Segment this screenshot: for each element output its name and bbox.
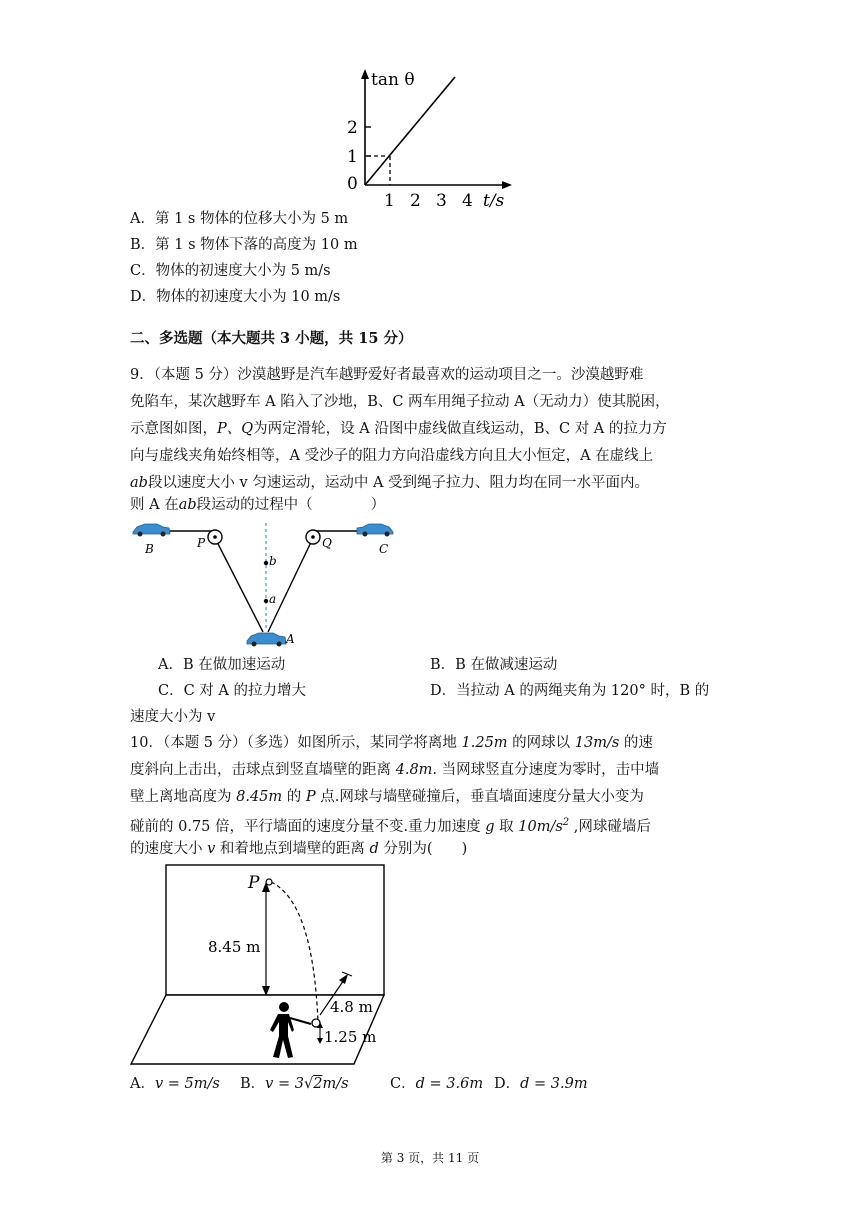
q10-option-d: D．d = 3.9m bbox=[494, 1076, 588, 1092]
q9-option-a: A．B 在做加速运动 bbox=[158, 657, 286, 673]
q9-line-2: 免陷车，某次越野车 A 陷入了沙地，B、C 两车用绳子拉动 A（无动力）使其脱困， bbox=[130, 394, 670, 410]
q9-option-b: B．B 在做减速运动 bbox=[430, 657, 558, 673]
q10-line-2: 度斜向上击出，击球点到竖直墙壁的距离 4.8m. 当网球竖直分速度为零时，击中墙 bbox=[130, 762, 660, 778]
label-c-car: C bbox=[379, 542, 389, 556]
label-q: Q bbox=[322, 536, 332, 550]
point-p bbox=[266, 879, 272, 885]
x-axis-label: t/s bbox=[483, 191, 505, 211]
q10-line-1: 10．（本题 5 分）（多选）如图所示，某同学将离地 1.25m 的网球以 13m/s 的速 bbox=[130, 735, 653, 751]
q8-option-c: C．物体的初速度大小为 5 m/s bbox=[130, 263, 331, 279]
section-title: 二、多选题（本大题共 3 小题，共 15 分） bbox=[130, 330, 413, 347]
origin-label: 0 bbox=[347, 174, 358, 194]
q9-line-5: ab段以速度大小 v 匀速运动，运动中 A 受到绳子拉力、阻力均在同一水平面内。 bbox=[130, 475, 650, 491]
q9-option-c: C．C 对 A 的拉力增大 bbox=[158, 683, 306, 699]
car-a-icon bbox=[247, 633, 286, 647]
fig-label-hit-height: 1.25 m bbox=[324, 1028, 377, 1046]
fig-label-height: 8.45 m bbox=[208, 938, 261, 956]
q8-option-d: D．物体的初速度大小为 10 m/s bbox=[130, 289, 341, 305]
q8-option-a: A．第 1 s 物体的位移大小为 5 m bbox=[130, 211, 349, 227]
label-b-point: b bbox=[269, 554, 277, 568]
q10-line-4: 碰前的 0.75 倍，平行墙面的速度分量不变.重力加速度 g 取 $10m/s^2$ ,网球碰墙后 bbox=[130, 817, 651, 835]
pulley-p bbox=[208, 530, 222, 544]
y-tick-label-1: 1 bbox=[347, 147, 358, 167]
fig-label-p: P bbox=[248, 873, 260, 893]
label-b-car: B bbox=[145, 542, 154, 556]
x-tick-label-2: 2 bbox=[410, 191, 421, 211]
car-c-icon bbox=[357, 524, 393, 537]
page-footer: 第 3 页，共 11 页 bbox=[380, 1151, 480, 1165]
car-b-icon bbox=[133, 524, 170, 537]
pulley-q bbox=[306, 530, 320, 544]
label-a-car: A bbox=[286, 632, 295, 646]
x-tick-label-3: 3 bbox=[436, 191, 447, 211]
q10-option-b: B．v = 3√2m/s bbox=[240, 1076, 349, 1092]
graph-line bbox=[365, 77, 455, 185]
tan-theta-graph bbox=[335, 65, 525, 215]
y-axis-arrow bbox=[361, 69, 369, 79]
q10-option-a: A．v = 5m/s bbox=[130, 1076, 220, 1092]
q10-figure bbox=[128, 862, 392, 1068]
q9-figure bbox=[125, 515, 415, 650]
label-a-point: a bbox=[269, 592, 277, 606]
y-axis-label: tan θ bbox=[371, 70, 415, 90]
q9-option-d-cont: 速度大小为 v bbox=[130, 709, 216, 725]
q10-line-5: 的速度大小 v 和着地点到墙壁的距离 d 分别为( ) bbox=[130, 841, 468, 857]
x-axis-arrow bbox=[502, 181, 512, 189]
q10-option-c: C．d = 3.6m bbox=[390, 1076, 484, 1092]
fig-label-distance: 4.8 m bbox=[330, 998, 373, 1016]
x-tick-label-1: 1 bbox=[384, 191, 395, 211]
q8-option-b: B．第 1 s 物体下落的高度为 10 m bbox=[130, 237, 358, 253]
q9-line-4: 向与虚线夹角始终相等，A 受沙子的阻力方向沿虚线方向且大小恒定，A 在虚线上 bbox=[130, 448, 654, 464]
q9-line-1: 9．（本题 5 分）沙漠越野是汽车越野爱好者最喜欢的运动项目之一。沙漠越野难 bbox=[130, 367, 644, 383]
q9-line-6: 则 A 在ab段运动的过程中（ ） bbox=[130, 497, 386, 513]
q9-option-d: D．当拉动 A 的两绳夹角为 120° 时，B 的 bbox=[430, 683, 710, 699]
y-tick-label-2: 2 bbox=[347, 118, 358, 138]
label-p: P bbox=[197, 536, 206, 550]
q10-line-3: 壁上离地高度为 8.45m 的 P 点.网球与墙壁碰撞后，垂直墙面速度分量大小变为 bbox=[130, 789, 644, 805]
q9-line-3: 示意图如图，P、Q为两定滑轮，设 A 沿图中虚线做直线运动，B、C 对 A 的拉力方 bbox=[130, 421, 667, 437]
x-tick-label-4: 4 bbox=[462, 191, 473, 211]
